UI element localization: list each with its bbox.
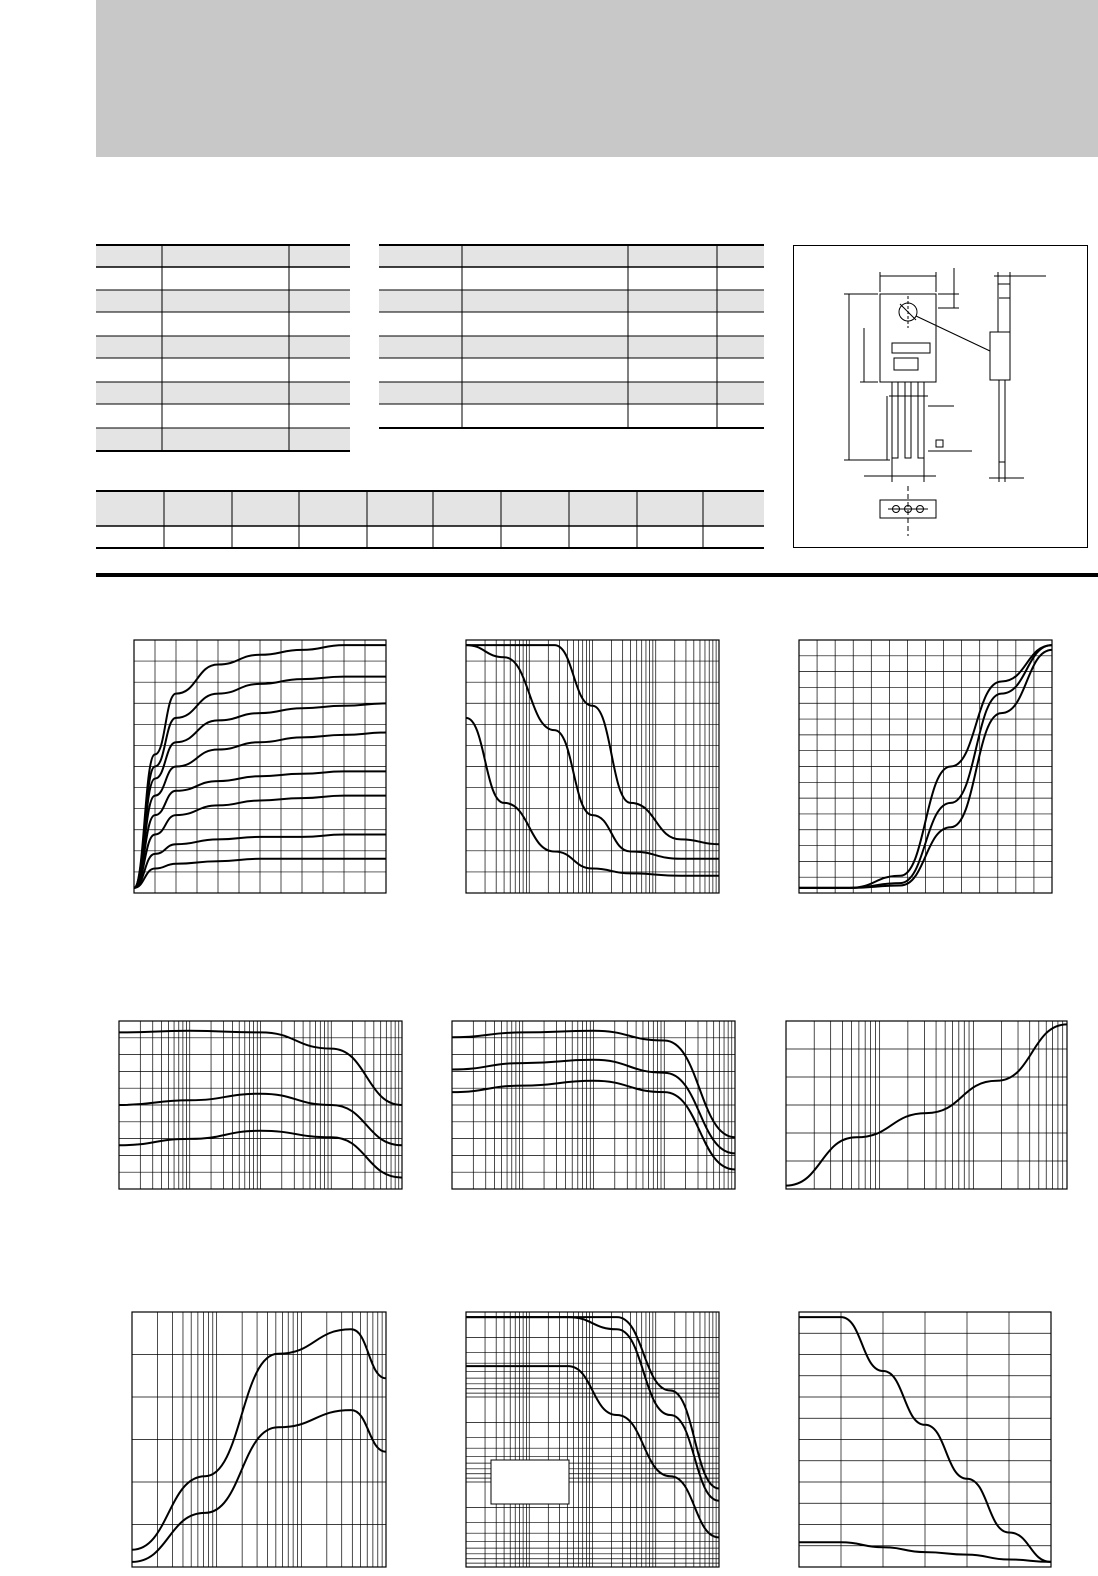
- hfe-ic-characteristics-1-chart: [119, 1021, 402, 1189]
- ft-ie-characteristics-chart: [132, 1312, 386, 1567]
- pc-ta-derating-chart: [799, 1312, 1051, 1567]
- ic-vbe-characteristics-chart: [799, 640, 1052, 893]
- soa-legend-box: [491, 1460, 569, 1504]
- ic-vce-characteristics-chart: [134, 640, 386, 893]
- hfe-ic-characteristics-2-chart: [452, 1021, 735, 1189]
- safe-operating-area-chart: [466, 1312, 719, 1567]
- vce-ib-characteristics-chart: [466, 640, 719, 893]
- theta-t-characteristics-chart: [786, 1021, 1067, 1189]
